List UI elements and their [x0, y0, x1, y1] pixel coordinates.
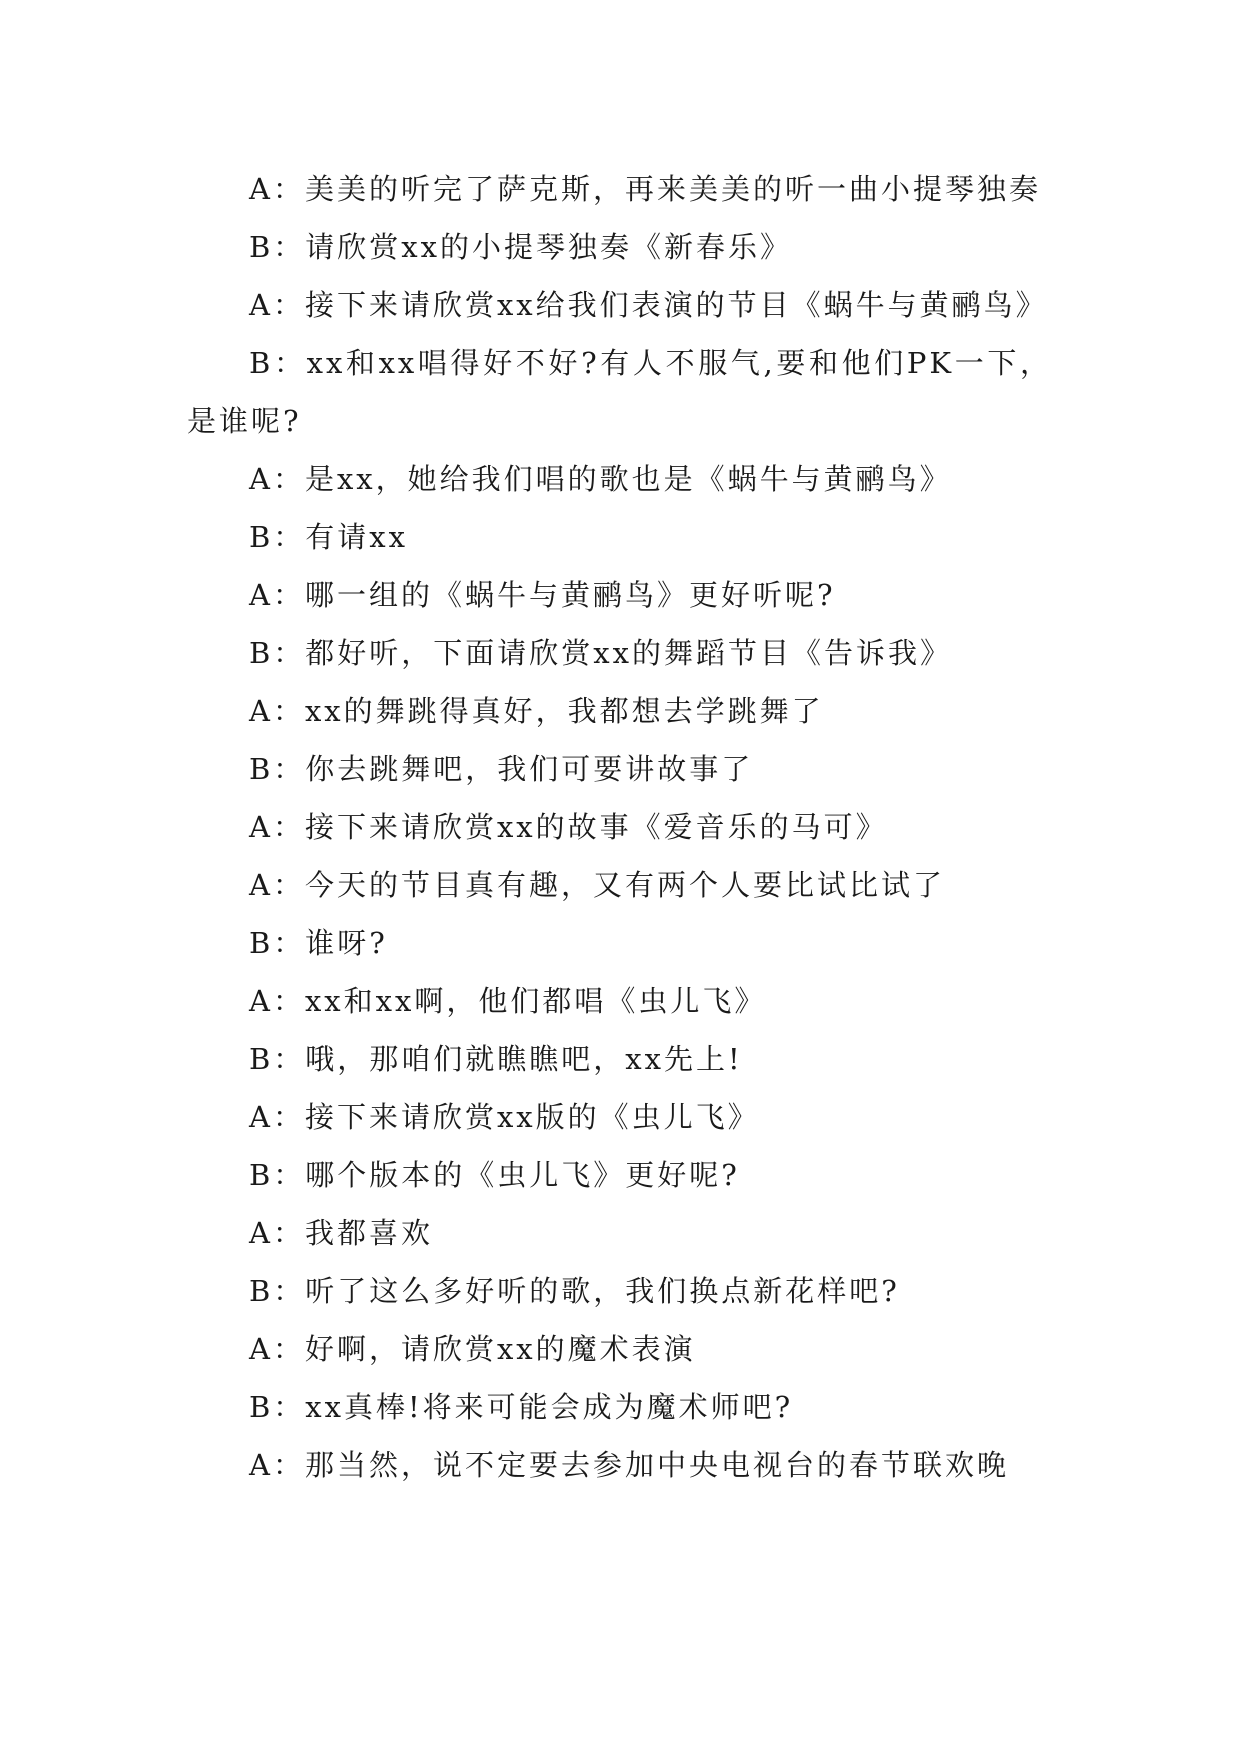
dialogue-line: A：那当然，说不定要去参加中央电视台的春节联欢晚 — [249, 1448, 1009, 1482]
dialogue-line: A：接下来请欣赏xx版的《虫儿飞》 — [249, 1100, 760, 1134]
dialogue-line: A：接下来请欣赏xx给我们表演的节目《蜗牛与黄鹂鸟》 — [249, 288, 1048, 322]
dialogue-line: A：是xx，她给我们唱的歌也是《蜗牛与黄鹂鸟》 — [249, 462, 952, 496]
dialogue-line: B：听了这么多好听的歌，我们换点新花样吧? — [249, 1274, 900, 1308]
dialogue-line: B：请欣赏xx的小提琴独奏《新春乐》 — [249, 230, 793, 264]
dialogue-line: B：哪个版本的《虫儿飞》更好呢? — [249, 1158, 740, 1192]
dialogue-body — [187, 160, 1052, 1494]
dialogue-line: B：有请xx — [249, 520, 409, 554]
dialogue-line: B：xx真棒!将来可能会成为魔术师吧? — [249, 1390, 794, 1424]
dialogue-line: B：都好听，下面请欣赏xx的舞蹈节目《告诉我》 — [249, 636, 953, 670]
dialogue-line: A：好啊，请欣赏xx的魔术表演 — [249, 1332, 696, 1366]
dialogue-line: A：xx的舞跳得真好，我都想去学跳舞了 — [249, 694, 824, 728]
dialogue-line: A：今天的节目真有趣，又有两个人要比试比试了 — [249, 868, 945, 902]
dialogue-line: A：xx和xx啊，他们都唱《虫儿飞》 — [249, 984, 767, 1018]
dialogue-line: A：哪一组的《蜗牛与黄鹂鸟》更好听呢? — [249, 578, 836, 612]
dialogue-line: A：接下来请欣赏xx的故事《爱音乐的马可》 — [249, 810, 888, 844]
dialogue-line: B：哦，那咱们就瞧瞧吧，xx先上! — [249, 1042, 743, 1076]
dialogue-line: B：谁呀? — [249, 926, 388, 960]
dialogue-line: A：美美的听完了萨克斯，再来美美的听一曲小提琴独奏 — [249, 172, 1041, 206]
dialogue-line: B：你去跳舞吧，我们可要讲故事了 — [249, 752, 754, 786]
dialogue-line: A：我都喜欢 — [249, 1216, 433, 1250]
dialogue-line: B：xx和xx唱得好不好?有人不服气,要和他们PK一下，是谁呢? — [187, 346, 1052, 438]
